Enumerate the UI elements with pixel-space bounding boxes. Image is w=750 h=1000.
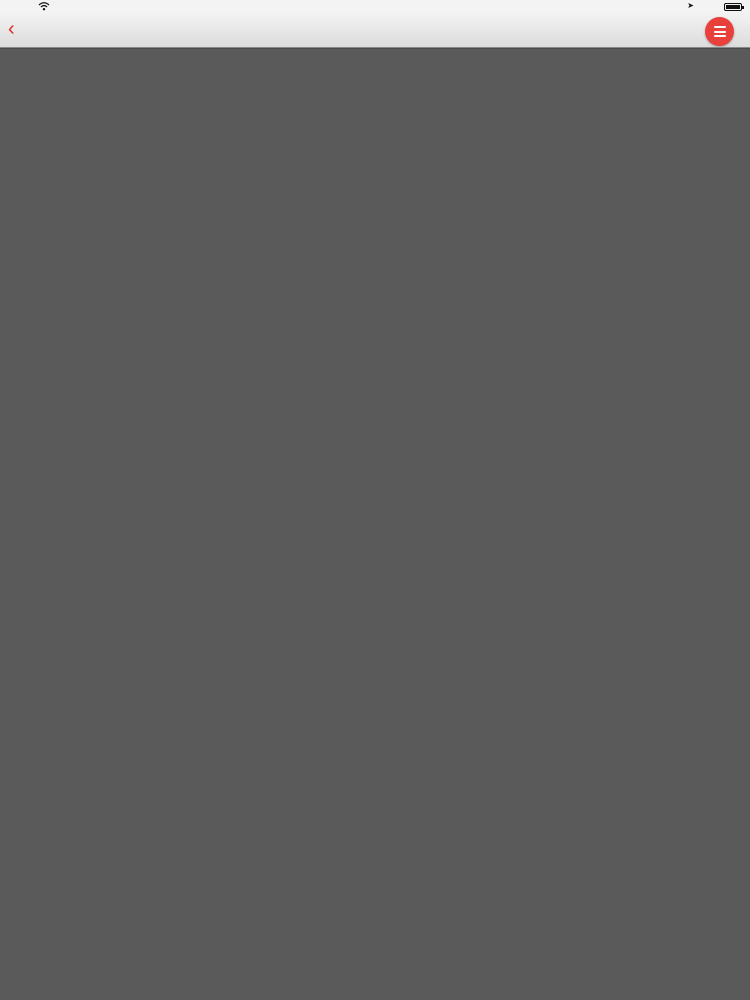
wifi-icon xyxy=(38,1,50,13)
parts-category-list xyxy=(0,47,750,49)
status-bar xyxy=(0,0,750,14)
back-button[interactable] xyxy=(8,20,18,38)
navigation-bar xyxy=(0,14,750,48)
menu-button[interactable] xyxy=(705,17,734,46)
chevron-left-icon: ‹ xyxy=(8,18,15,40)
battery-icon xyxy=(724,3,742,11)
suspension-subcategory-panel xyxy=(0,47,750,49)
location-arrow-icon: ➤ xyxy=(687,1,694,10)
hamburger-icon xyxy=(714,26,726,28)
